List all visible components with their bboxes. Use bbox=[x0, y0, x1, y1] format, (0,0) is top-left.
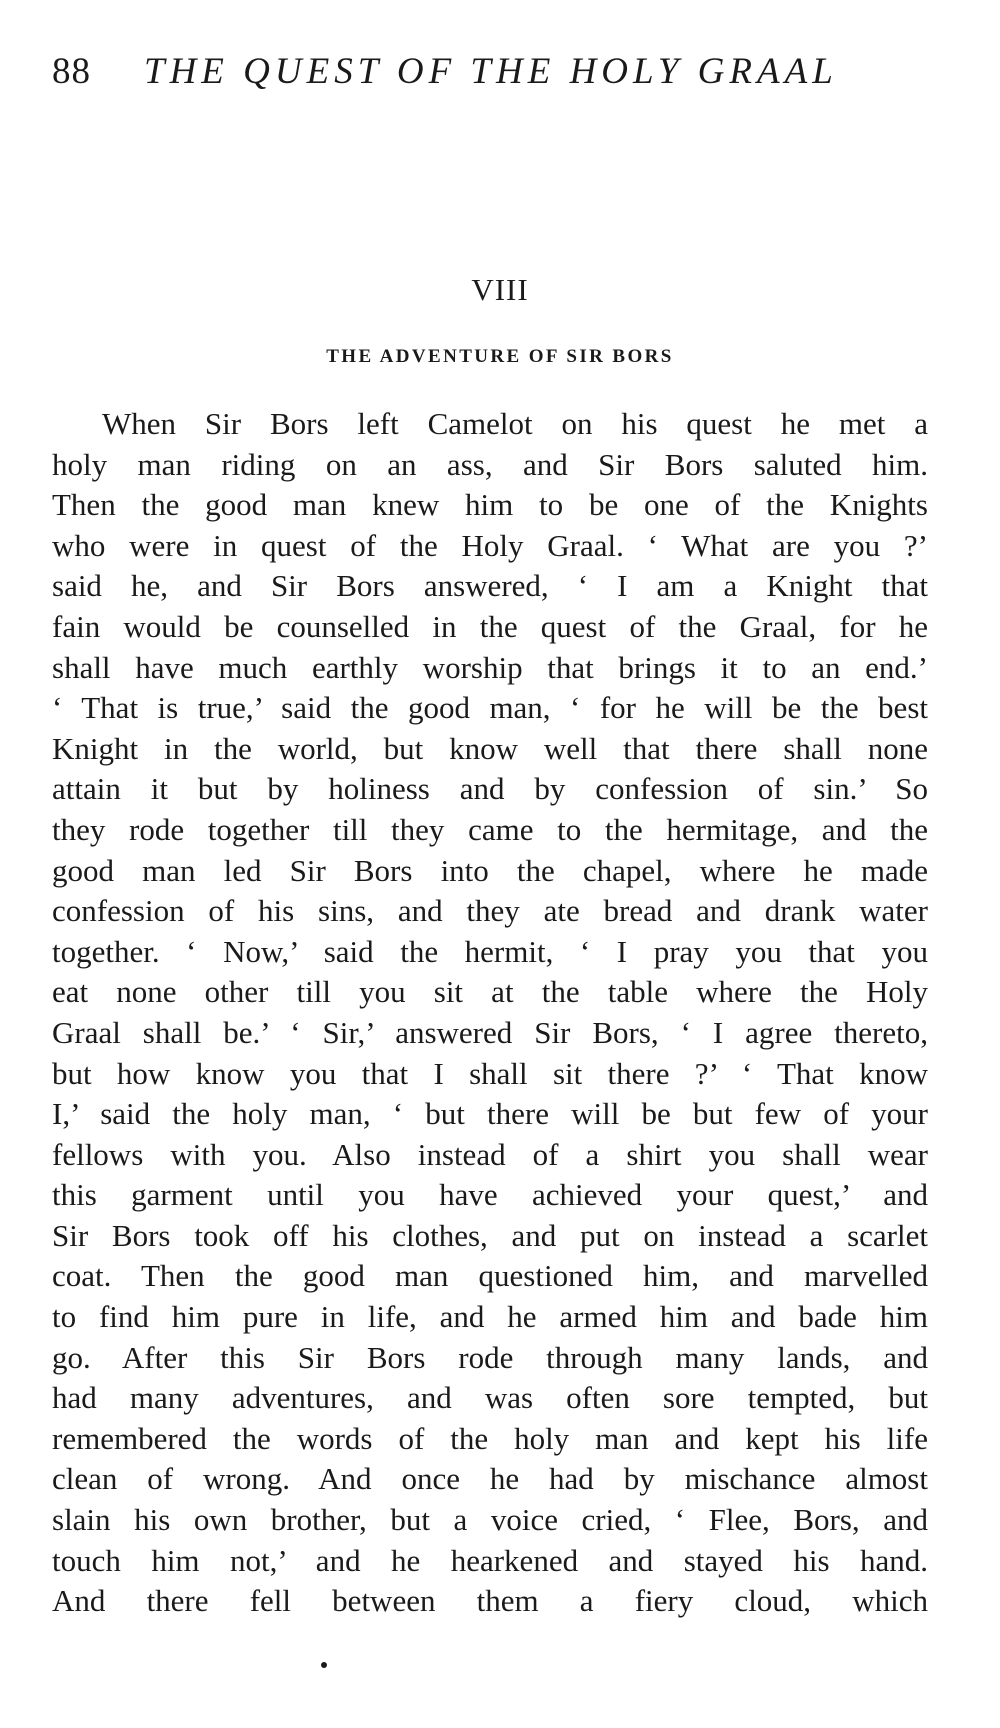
chapter-title: THE ADVENTURE OF SIR BORS bbox=[326, 346, 674, 367]
text-line: When Sir Bors left Camelot on his quest he met a bbox=[102, 406, 928, 441]
text-line: they rode together till they came to the hermitage, and the bbox=[52, 811, 928, 847]
text-line: coat. Then the good man questioned him, and marvelled bbox=[52, 1258, 928, 1294]
running-head bbox=[52, 50, 852, 98]
text-line: attain it but by holiness and by confession of sin.’ So bbox=[52, 771, 928, 807]
text-line: fain would be counselled in the quest of the Graal, for he bbox=[52, 608, 928, 644]
text-line: Knight in the world, but know well that there shall none bbox=[52, 730, 928, 766]
text-line: Then the good man knew him to be one of the Knights bbox=[52, 487, 928, 523]
text-line: I,’ said the holy man, ‘ but there will be but few of your bbox=[52, 1096, 928, 1132]
text-line: And there fell between them a fiery cloud, which bbox=[52, 1583, 928, 1619]
ornament-dot bbox=[321, 1662, 327, 1668]
text-line: had many adventures, and was often sore tempted, but bbox=[52, 1380, 928, 1416]
text-line: good man led Sir Bors into the chapel, where he made bbox=[52, 852, 928, 888]
running-title: THE QUEST OF THE HOLY GRAAL bbox=[144, 51, 838, 92]
text-line: touch him not,’ and he hearkened and stayed his hand. bbox=[52, 1542, 928, 1578]
text-line: to find him pure in life, and he armed him and bade him bbox=[52, 1299, 928, 1335]
chapter-number bbox=[0, 272, 1000, 308]
text-line: confession of his sins, and they ate bread and drank water bbox=[52, 893, 928, 929]
text-line: said he, and Sir Bors answered, ‘ I am a Knight that bbox=[52, 568, 928, 604]
text-line: ‘ That is true,’ said the good man, ‘ for he will be the best bbox=[52, 690, 928, 726]
text-line: this garment until you have achieved your quest,’ and bbox=[52, 1177, 928, 1213]
text-line: go. After this Sir Bors rode through many lands, and bbox=[52, 1339, 928, 1375]
text-line: eat none other till you sit at the table where the Holy bbox=[52, 974, 928, 1010]
body-paragraph bbox=[52, 404, 928, 1622]
text-line: clean of wrong. And once he had by mischance almost bbox=[52, 1461, 928, 1497]
text-line: who were in quest of the Holy Graal. ‘ What are you ?’ bbox=[52, 527, 928, 563]
text-line: together. ‘ Now,’ said the hermit, ‘ I pray you that you bbox=[52, 933, 928, 969]
text-line: remembered the words of the holy man and kept his life bbox=[52, 1420, 928, 1456]
text-line: slain his own brother, but a voice cried, ‘ Flee, Bors, and bbox=[52, 1502, 928, 1538]
text-line: but how know you that I shall sit there ?’ ‘ That know bbox=[52, 1055, 928, 1091]
text-line: fellows with you. Also instead of a shirt you shall wear bbox=[52, 1136, 928, 1172]
text-line: Graal shall be.’ ‘ Sir,’ answered Sir Bors, ‘ I agree thereto, bbox=[52, 1014, 928, 1050]
page-number: 88 bbox=[52, 51, 91, 92]
text-line: shall have much earthly worship that brings it to an end.’ bbox=[52, 649, 928, 685]
text-line: holy man riding on an ass, and Sir Bors saluted him. bbox=[52, 446, 928, 482]
text-line: Sir Bors took off his clothes, and put on instead a scarlet bbox=[52, 1217, 928, 1253]
chapter-number-text: VIII bbox=[471, 272, 529, 307]
